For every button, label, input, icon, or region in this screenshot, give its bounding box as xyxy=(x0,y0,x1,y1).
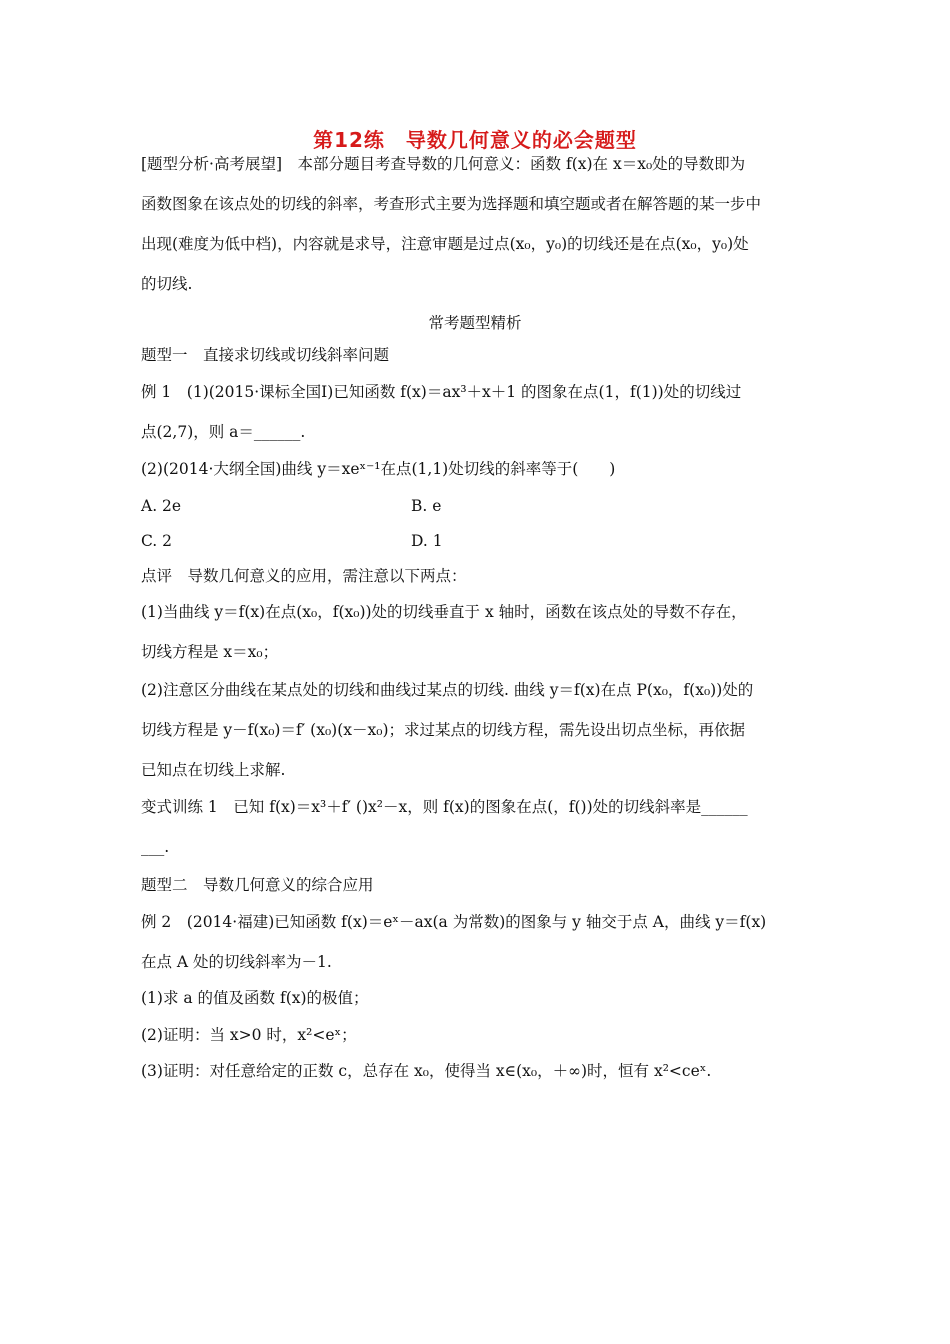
example1-line-2: 点(2,7)，则 a＝______. xyxy=(141,423,306,441)
example1-line-1: 例 1 (1)(2015·课标全国Ⅰ)已知函数 f(x)＝ax³＋x＋1 的图象在点(1，f(1))处的切线过 xyxy=(141,383,742,401)
comment-2-line-1: (2)注意区分曲线在某点处的切线和曲线过某点的切线. 曲线 y＝f(x)在点 P(x₀，f(x₀))处的 xyxy=(141,681,754,699)
option-c: C. 2 xyxy=(141,532,173,550)
example2-question-2: (2)证明：当 x>0 时，x²<eˣ； xyxy=(141,1026,357,1044)
section-heading: 常考题型精析 xyxy=(428,314,522,332)
intro-line-4: 的切线. xyxy=(141,275,193,293)
option-b: B. e xyxy=(411,497,442,515)
practice-1-line-1: 变式训练 1 已知 f(x)＝x³＋f′ ()x²－x，则 f(x)的图象在点(，f())处的切线斜率是______ xyxy=(141,798,748,816)
intro-label: [题型分析·高考展望] xyxy=(141,155,283,173)
options-row-1 xyxy=(141,496,821,516)
comment-1-line-1: (1)当曲线 y＝f(x)在点(x₀，f(x₀))处的切线垂直于 x 轴时，函数在该点处的导数不存在， xyxy=(141,603,747,621)
intro-line-2: 函数图象在该点处的切线的斜率，考查形式主要为选择题和填空题或者在解答题的某一步中 xyxy=(141,195,762,213)
comment-2-line-2: 切线方程是 y－f(x₀)＝f′ (x₀)(x－x₀)；求过某点的切线方程，需先设出切点坐标，再依据 xyxy=(141,721,745,739)
intro-text-1: 本部分题目考查导数的几何意义：函数 f(x)在 x＝x₀处的导数即为 xyxy=(282,155,746,173)
type1-heading: 题型一 直接求切线或切线斜率问题 xyxy=(141,346,390,364)
example2-question-1: (1)求 a 的值及函数 f(x)的极值； xyxy=(141,989,369,1007)
example2-question-3: (3)证明：对任意给定的正数 c，总存在 x₀，使得当 x∈(x₀，＋∞)时，恒有 x²<ceˣ. xyxy=(141,1062,712,1080)
practice-1-line-2: ___. xyxy=(141,838,170,856)
comment-heading: 点评 导数几何意义的应用，需注意以下两点： xyxy=(141,567,467,585)
example2-line-1: 例 2 (2014·福建)已知函数 f(x)＝eˣ－ax(a 为常数)的图象与 y 轴交于点 A，曲线 y＝f(x) xyxy=(141,913,767,931)
comment-1-line-2: 切线方程是 x＝x₀； xyxy=(141,643,279,661)
example2-line-2: 在点 A 处的切线斜率为－1. xyxy=(141,953,332,971)
option-a: A. 2e xyxy=(141,497,182,515)
intro-line-1 xyxy=(141,154,821,174)
intro-line-3: 出现(难度为低中档)，内容就是求导，注意审题是过点(x₀，y₀)的切线还是在点(x₀，y₀)处 xyxy=(141,235,749,253)
page-title: 第12练 导数几何意义的必会题型 xyxy=(313,128,637,152)
type2-heading: 题型二 导数几何意义的综合应用 xyxy=(141,876,374,894)
option-d: D. 1 xyxy=(411,532,443,550)
comment-2-line-3: 已知点在切线上求解. xyxy=(141,761,286,779)
example1-question-2: (2)(2014·大纲全国)曲线 y＝xeˣ⁻¹在点(1,1)处切线的斜率等于( ) xyxy=(141,460,616,478)
options-row-2 xyxy=(141,531,821,551)
